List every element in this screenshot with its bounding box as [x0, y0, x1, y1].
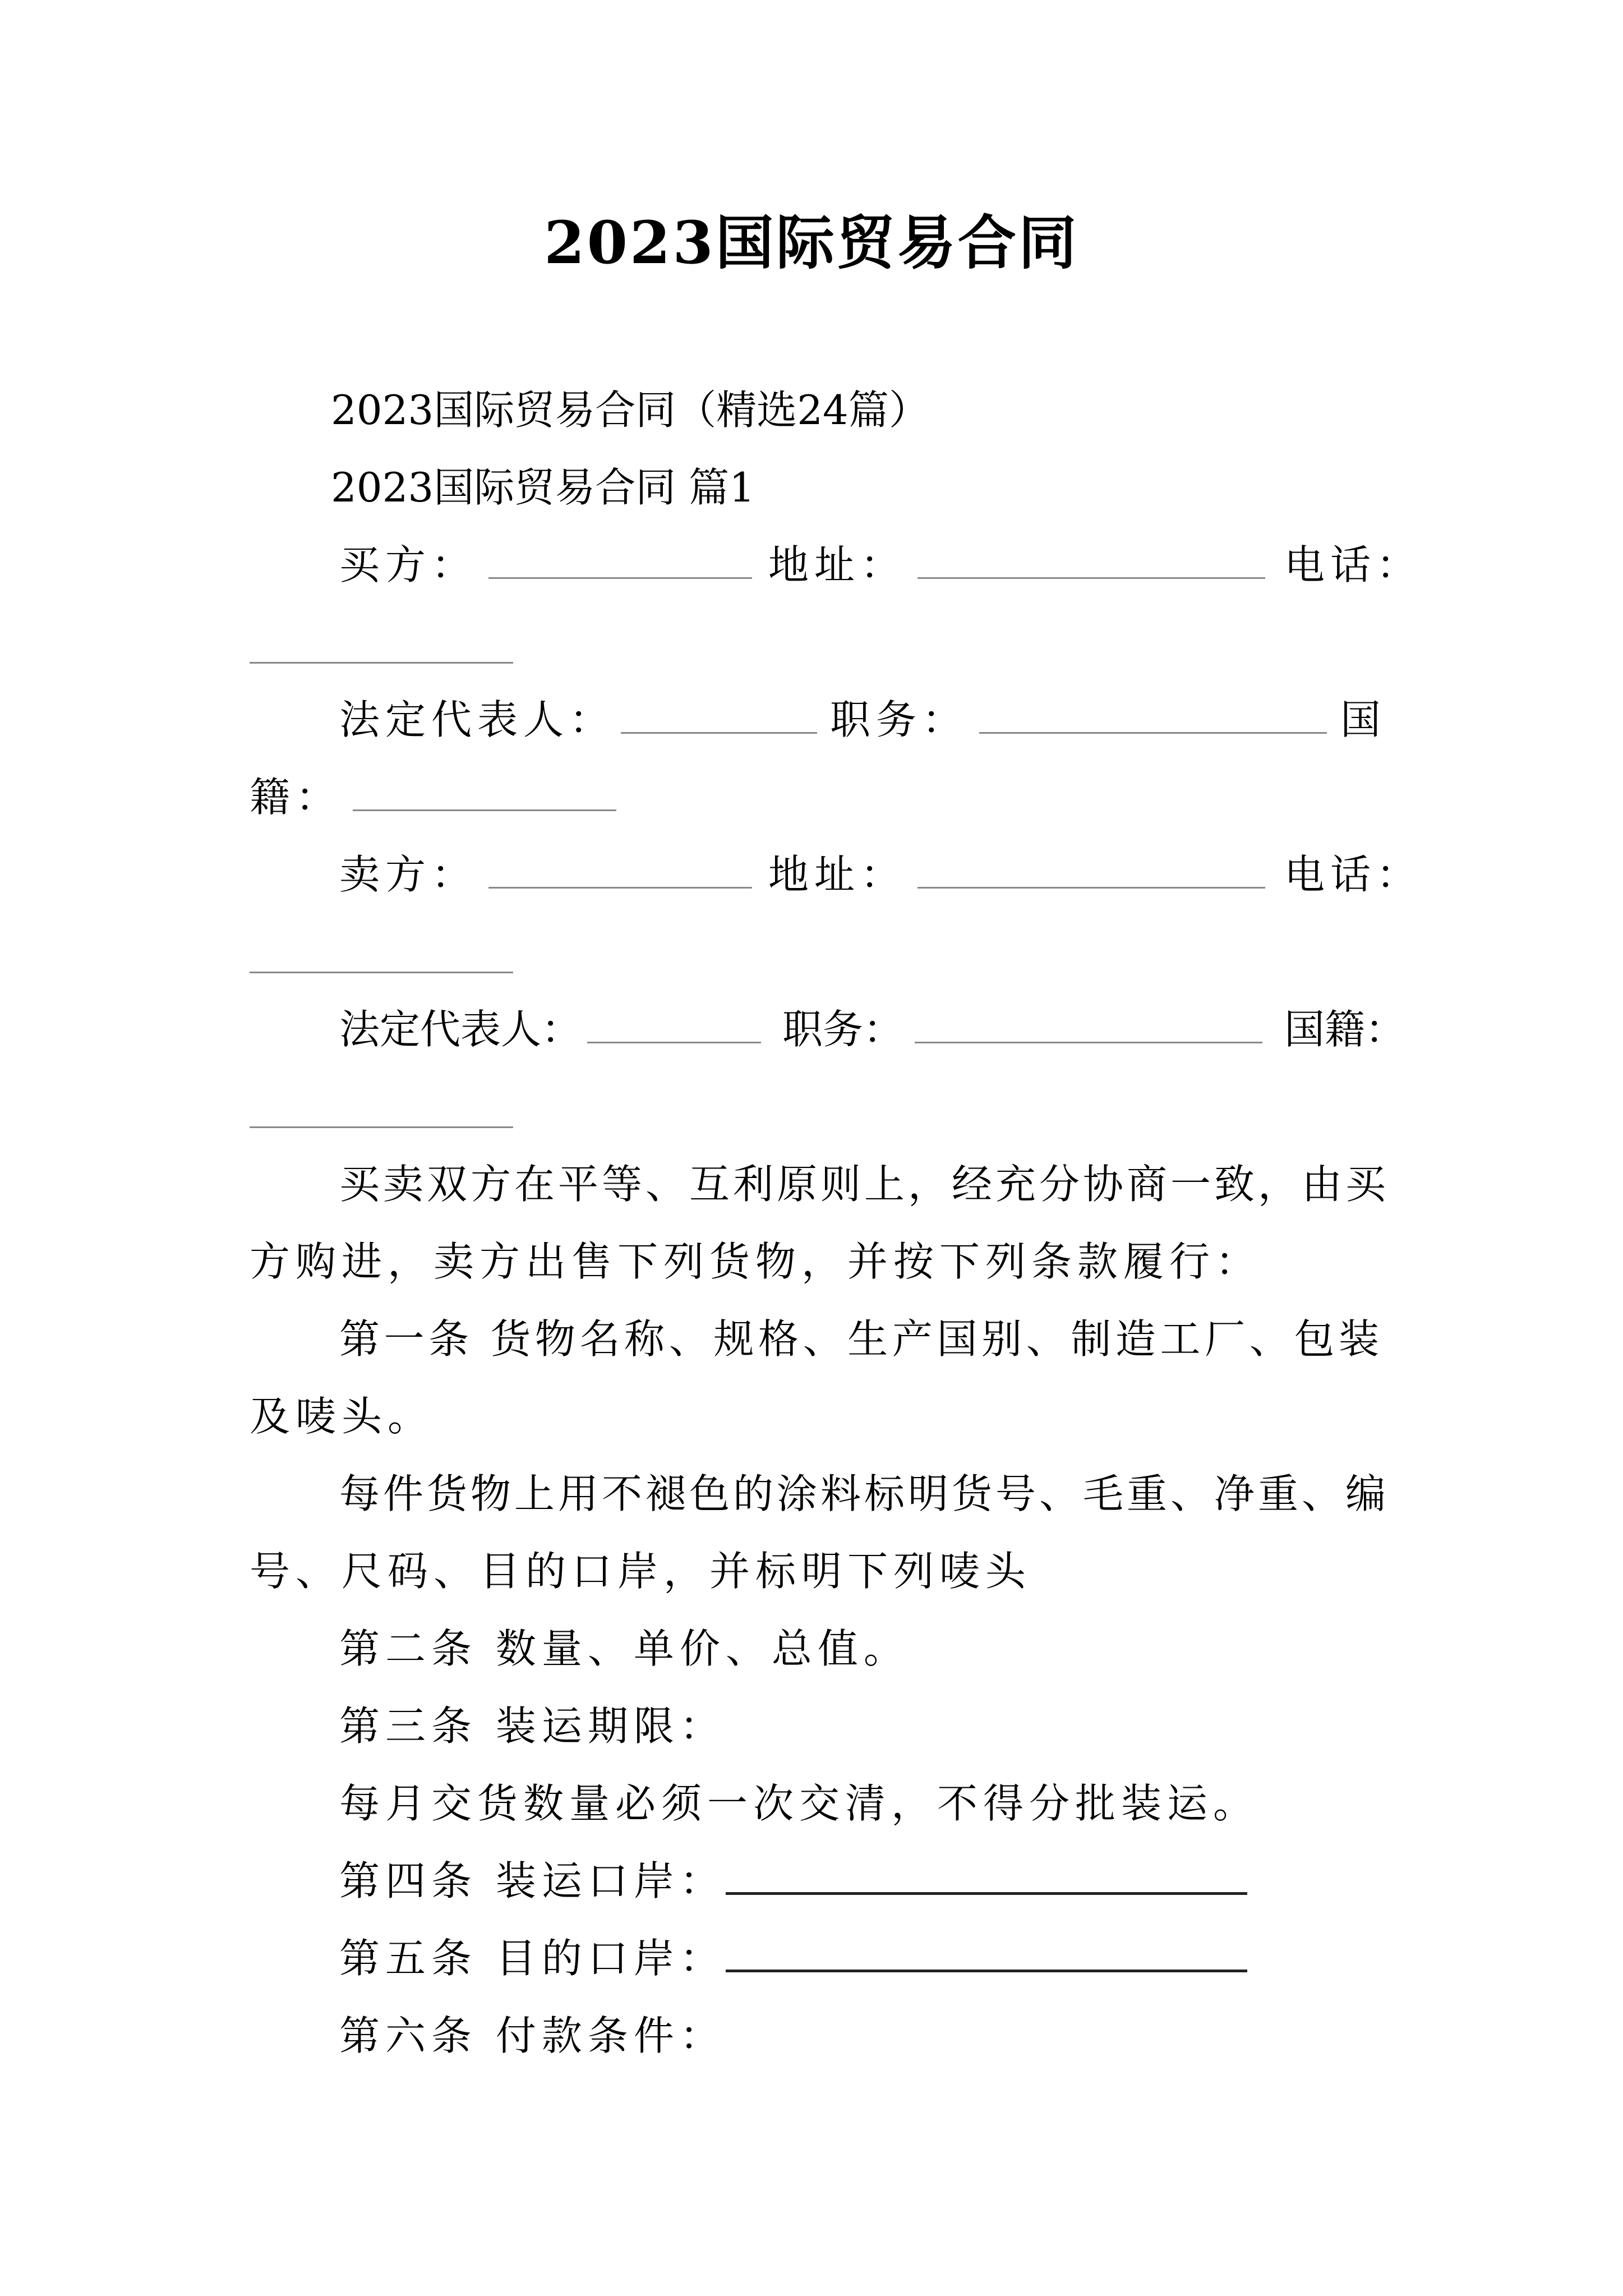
buyer-nationality-label-part2: 籍： — [250, 774, 342, 821]
buyer-phone-label: 电话： — [1284, 541, 1423, 588]
buyer-nationality-field[interactable] — [353, 777, 616, 811]
seller-position-label: 职务： — [782, 1006, 904, 1053]
seller-name-field[interactable] — [488, 854, 752, 889]
buyer-position-line — [830, 689, 1327, 751]
article-1-line-2: 及唛头。 — [250, 1393, 434, 1440]
seller-rep-line — [339, 999, 761, 1060]
loading-port-field[interactable] — [726, 1870, 1247, 1895]
seller-phone-field[interactable] — [250, 972, 513, 973]
buyer-line — [339, 534, 752, 596]
buyer-rep-line — [339, 689, 817, 751]
delivery-note: 每月交货数量必须一次交清，不得分批装运。 — [339, 1780, 1260, 1827]
buyer-nationality-line — [250, 766, 616, 828]
seller-phone-label: 电话： — [1284, 851, 1423, 898]
article-2: 第二条 数量、单价、总值。 — [339, 1625, 910, 1672]
article-1-line-1: 第一条 货物名称、规格、生产国别、制造工厂、包装 — [339, 1315, 1382, 1363]
seller-address-field[interactable] — [917, 854, 1265, 889]
article-5: 第五条 目的口岸： — [339, 1935, 726, 1982]
article-6: 第六条 付款条件： — [339, 2012, 726, 2059]
buyer-address-field[interactable] — [917, 545, 1265, 579]
seller-address-label: 地址： — [768, 851, 907, 898]
buyer-rep-label: 法定代表人： — [339, 696, 616, 743]
seller-nationality-label: 国籍： — [1284, 1006, 1406, 1053]
buyer-position-field[interactable] — [979, 700, 1327, 734]
section-heading: 2023国际贸易合同 篇1 — [331, 464, 755, 511]
article-5-line — [339, 1927, 1247, 1989]
document-subtitle: 2023国际贸易合同（精选24篇） — [331, 386, 929, 434]
seller-rep-field[interactable] — [587, 1009, 761, 1043]
seller-label: 卖方： — [339, 851, 478, 898]
seller-rep-label: 法定代表人： — [339, 1006, 582, 1053]
article-3: 第三条 装运期限： — [339, 1703, 726, 1750]
buyer-position-label: 职务： — [830, 696, 969, 743]
intro-line-2: 方购进，卖方出售下列货物，并按下列条款履行： — [250, 1238, 1262, 1285]
document-title: 2023国际贸易合同 — [544, 208, 1079, 277]
destination-port-field[interactable] — [726, 1947, 1247, 1972]
article-4: 第四条 装运口岸： — [339, 1857, 726, 1904]
buyer-phone-field[interactable] — [250, 662, 513, 664]
intro-line-1: 买卖双方在平等、互利原则上，经充分协商一致，由买 — [339, 1161, 1390, 1208]
seller-position-field[interactable] — [915, 1009, 1262, 1043]
buyer-address-line — [768, 534, 1265, 596]
seller-address-line — [768, 844, 1265, 905]
seller-nationality-field[interactable] — [250, 1126, 513, 1128]
buyer-rep-field[interactable] — [621, 700, 817, 734]
article-4-line — [339, 1850, 1247, 1912]
buyer-address-label: 地址： — [768, 541, 907, 588]
marking-line-2: 号、尺码、目的口岸，并标明下列唛头 — [250, 1548, 1032, 1595]
buyer-name-field[interactable] — [488, 545, 752, 579]
buyer-label: 买方： — [339, 541, 478, 588]
seller-position-line — [782, 999, 1262, 1060]
marking-line-1: 每件货物上用不褪色的涂料标明货号、毛重、净重、编 — [339, 1470, 1390, 1517]
buyer-nationality-label-part1: 国 — [1340, 696, 1381, 743]
seller-line — [339, 844, 752, 905]
